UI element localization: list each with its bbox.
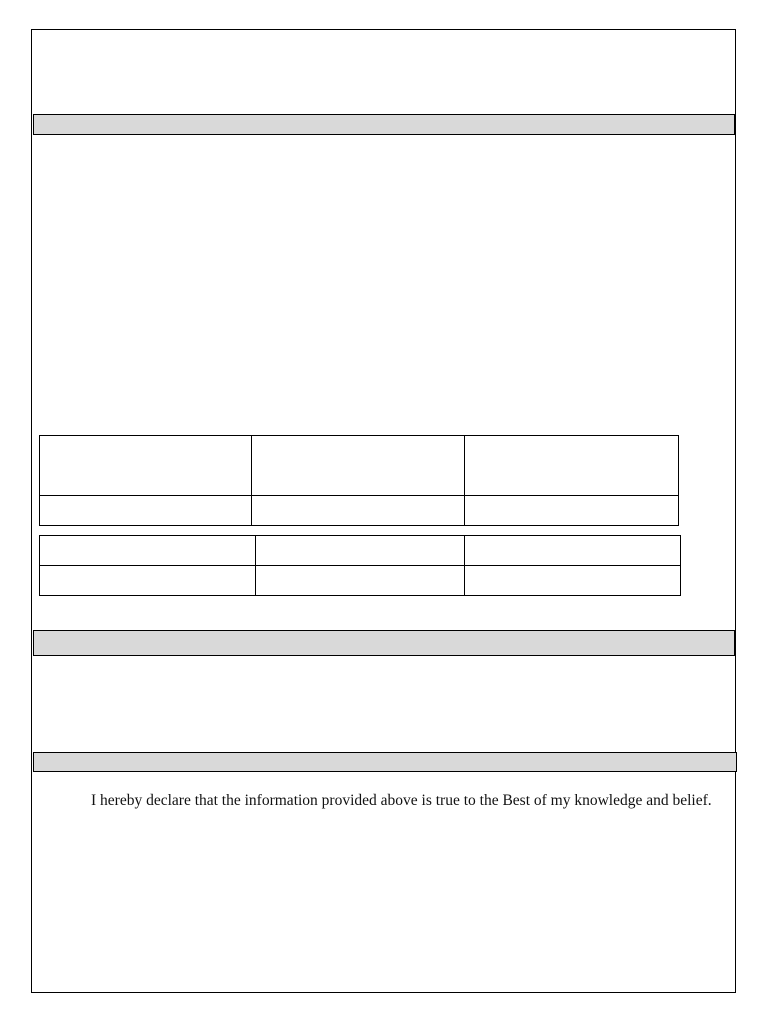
table-row <box>40 566 681 596</box>
table-cell <box>465 536 681 566</box>
declaration-header-inner <box>39 755 731 769</box>
declaration-header-bar <box>33 752 737 772</box>
declaration-text: I hereby declare that the information provided above is true to the Best of my knowledge and belief. <box>91 792 712 809</box>
table-cell <box>256 536 465 566</box>
table-row <box>40 496 679 526</box>
table-cell <box>40 496 252 526</box>
table-cell <box>256 566 465 596</box>
section-header-bar <box>33 630 735 656</box>
table-cell <box>465 496 679 526</box>
details-table-top <box>39 435 679 526</box>
table-row <box>40 436 679 496</box>
table-cell <box>40 536 256 566</box>
table-cell <box>465 436 679 496</box>
table-cell <box>252 436 465 496</box>
table-cell <box>40 566 256 596</box>
table-row <box>40 536 681 566</box>
section-header-bar <box>33 114 735 135</box>
details-table-bottom <box>39 535 681 596</box>
table-cell <box>40 436 252 496</box>
table-cell <box>252 496 465 526</box>
table-cell <box>465 566 681 596</box>
